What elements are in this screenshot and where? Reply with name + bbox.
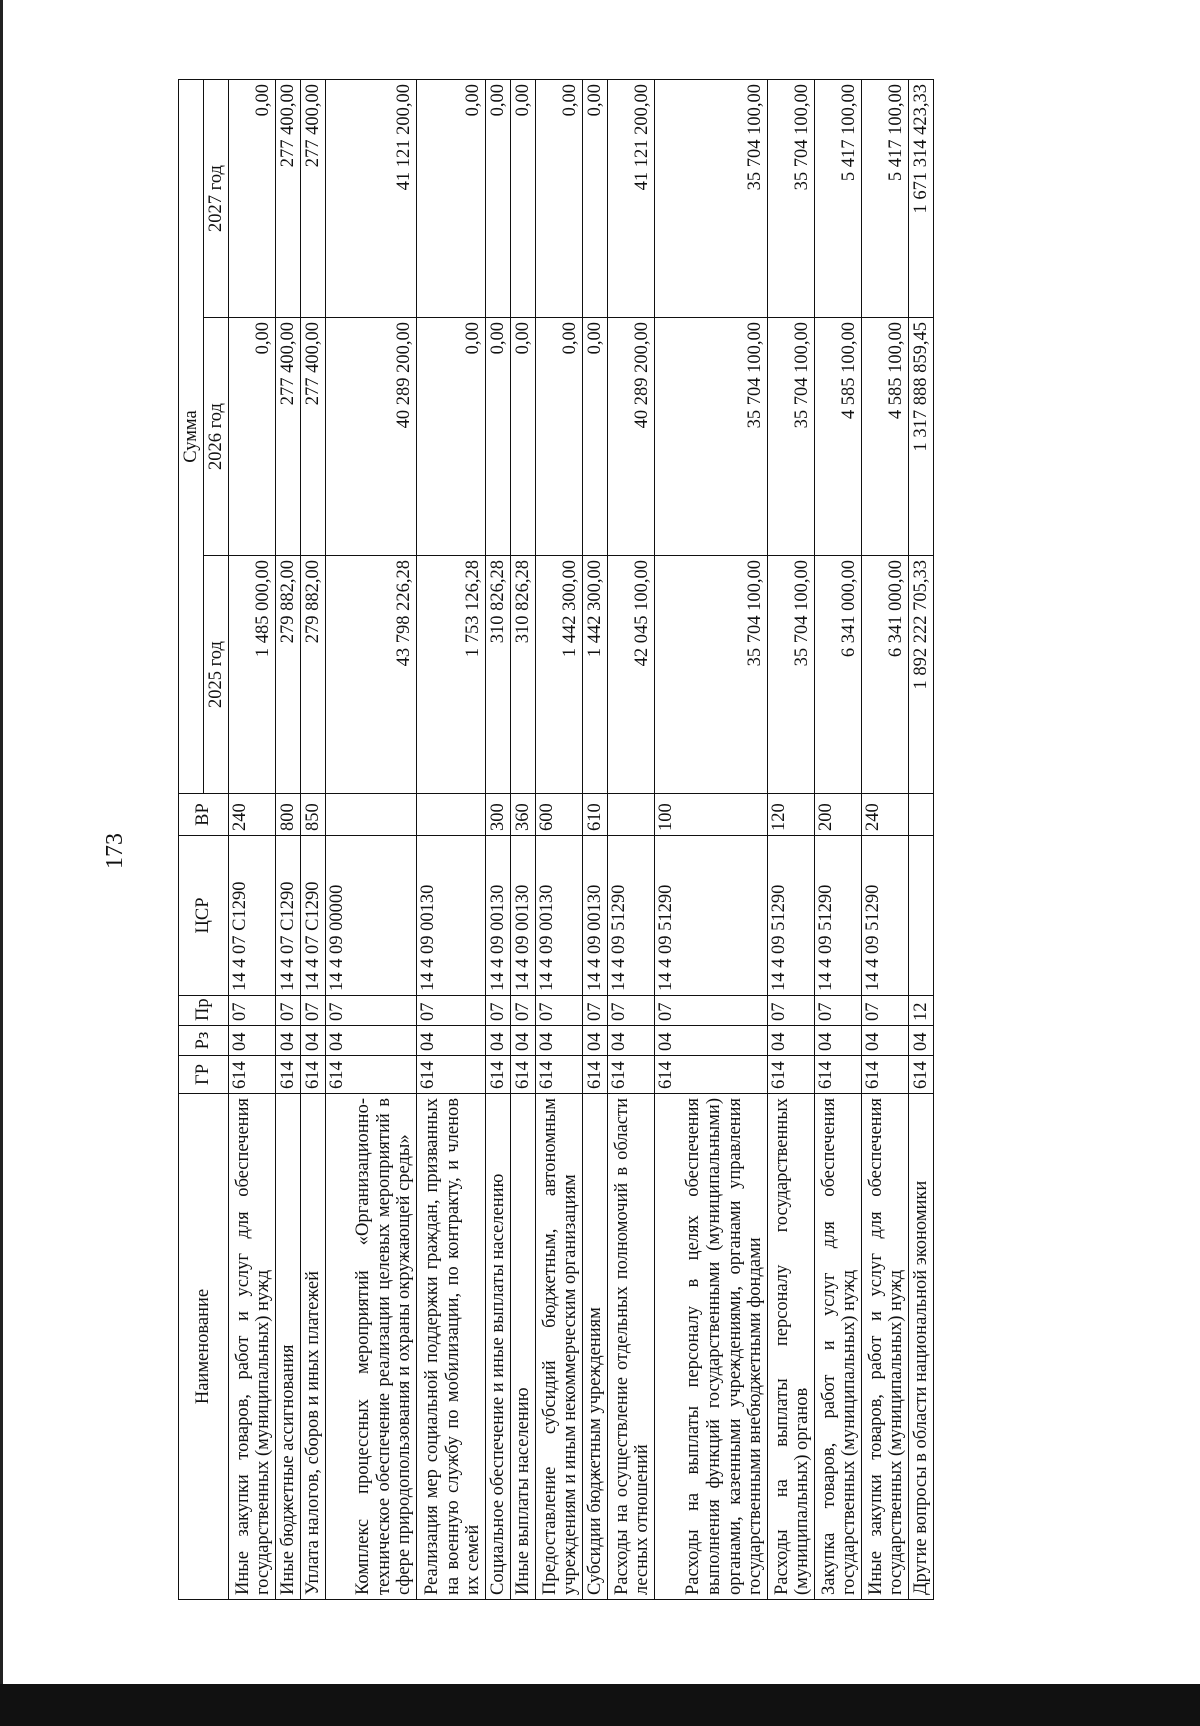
cell-rz: 04 xyxy=(229,1026,276,1056)
cell-2025: 1 753 126,28 xyxy=(417,556,486,794)
cell-pr: 07 xyxy=(417,996,486,1026)
cell-csr xyxy=(909,836,934,996)
cell-2025: 1 485 000,00 xyxy=(229,556,276,794)
cell-name: Иные закупки товаров, работ и услуг для обеспечения государственных (муниципальных) нужд xyxy=(229,1094,276,1600)
cell-2025: 310 826,28 xyxy=(486,556,511,794)
cell-vr: 100 xyxy=(655,794,768,836)
header-gr: ГР xyxy=(179,1056,229,1094)
cell-2027: 0,00 xyxy=(583,79,608,317)
cell-2026: 0,00 xyxy=(229,318,276,556)
cell-name: Комплекс процессных мероприятий «Организационно-техническое обеспечение реализации целевых мероприятий в сфере природопользования и охраны окружающей среды» xyxy=(326,1094,417,1600)
cell-gr: 614 xyxy=(229,1056,276,1094)
cell-pr: 07 xyxy=(486,996,511,1026)
header-2026: 2026 год xyxy=(204,318,229,556)
cell-2025: 1 442 300,00 xyxy=(583,556,608,794)
cell-gr: 614 xyxy=(608,1056,655,1094)
cell-2027: 41 121 200,00 xyxy=(608,79,655,317)
cell-2027: 5 417 100,00 xyxy=(815,79,862,317)
header-2027: 2027 год xyxy=(204,79,229,317)
cell-vr: 200 xyxy=(815,794,862,836)
cell-name: Уплата налогов, сборов и иных платежей xyxy=(301,1094,326,1600)
cell-rz: 04 xyxy=(276,1026,301,1056)
cell-pr: 07 xyxy=(536,996,583,1026)
scan-left-edge xyxy=(0,0,3,1726)
cell-rz: 04 xyxy=(608,1026,655,1056)
cell-name: Иные закупки товаров, работ и услуг для обеспечения государственных (муниципальных) нужд xyxy=(862,1094,909,1600)
rotated-page xyxy=(178,80,1098,1600)
cell-vr: 850 xyxy=(301,794,326,836)
cell-rz: 04 xyxy=(301,1026,326,1056)
cell-csr: 14 4 09 51290 xyxy=(815,836,862,996)
table-row xyxy=(326,79,417,1599)
cell-name: Реализация мер социальной поддержки граждан, призванных на военную службу по мобилизации, по контракту, и членов их семей xyxy=(417,1094,486,1600)
cell-vr xyxy=(909,794,934,836)
cell-csr: 14 4 07 С1290 xyxy=(301,836,326,996)
cell-name: Социальное обеспечение и иные выплаты населению xyxy=(486,1094,511,1600)
cell-2025: 1 442 300,00 xyxy=(536,556,583,794)
cell-csr: 14 4 09 00130 xyxy=(583,836,608,996)
cell-rz: 04 xyxy=(909,1026,934,1056)
cell-pr: 07 xyxy=(229,996,276,1026)
cell-rz: 04 xyxy=(326,1026,417,1056)
cell-2026: 35 704 100,00 xyxy=(655,318,768,556)
cell-2026: 0,00 xyxy=(583,318,608,556)
cell-vr: 120 xyxy=(768,794,815,836)
cell-2027: 5 417 100,00 xyxy=(862,79,909,317)
cell-csr: 14 4 07 С1290 xyxy=(276,836,301,996)
cell-csr: 14 4 09 51290 xyxy=(768,836,815,996)
cell-2027: 41 121 200,00 xyxy=(326,79,417,317)
cell-name: Закупка товаров, работ и услуг для обеспечения государственных (муниципальных) нужд xyxy=(815,1094,862,1600)
cell-pr: 07 xyxy=(608,996,655,1026)
cell-2026: 0,00 xyxy=(536,318,583,556)
cell-name: Другие вопросы в области национальной экономики xyxy=(909,1094,934,1600)
cell-2027: 0,00 xyxy=(486,79,511,317)
cell-2025: 279 882,00 xyxy=(301,556,326,794)
cell-2025: 35 704 100,00 xyxy=(655,556,768,794)
cell-rz: 04 xyxy=(486,1026,511,1056)
cell-gr: 614 xyxy=(655,1056,768,1094)
header-rz: Рз xyxy=(179,1026,229,1056)
header-vr: ВР xyxy=(179,794,229,836)
table-row xyxy=(511,79,536,1599)
cell-name: Субсидии бюджетным учреждениям xyxy=(583,1094,608,1600)
cell-vr: 600 xyxy=(536,794,583,836)
scan-bottom-edge xyxy=(0,1684,1200,1726)
cell-csr: 14 4 09 51290 xyxy=(655,836,768,996)
cell-gr: 614 xyxy=(815,1056,862,1094)
header-name: Наименование xyxy=(179,1094,229,1600)
cell-csr: 14 4 09 51290 xyxy=(862,836,909,996)
header-2025: 2025 год xyxy=(204,556,229,794)
cell-vr xyxy=(326,794,417,836)
cell-2027: 1 671 314 423,33 xyxy=(909,79,934,317)
cell-csr: 14 4 09 00000 xyxy=(326,836,417,996)
cell-name: Иные бюджетные ассигнования xyxy=(276,1094,301,1600)
cell-pr: 07 xyxy=(815,996,862,1026)
cell-2026: 277 400,00 xyxy=(276,318,301,556)
cell-vr: 300 xyxy=(486,794,511,836)
table-row xyxy=(768,79,815,1599)
cell-2026: 277 400,00 xyxy=(301,318,326,556)
cell-name: Расходы на осуществление отдельных полномочий в области лесных отношений xyxy=(608,1094,655,1600)
cell-2027: 277 400,00 xyxy=(276,79,301,317)
cell-csr: 14 4 09 00130 xyxy=(511,836,536,996)
cell-vr: 240 xyxy=(862,794,909,836)
cell-rz: 04 xyxy=(536,1026,583,1056)
cell-2025: 6 341 000,00 xyxy=(862,556,909,794)
cell-rz: 04 xyxy=(815,1026,862,1056)
cell-2025: 279 882,00 xyxy=(276,556,301,794)
cell-vr xyxy=(417,794,486,836)
cell-name: Расходы на выплаты персоналу государственных (муниципальных) органов xyxy=(768,1094,815,1600)
table-row xyxy=(862,79,909,1599)
cell-gr: 614 xyxy=(768,1056,815,1094)
cell-rz: 04 xyxy=(768,1026,815,1056)
cell-2027: 35 704 100,00 xyxy=(768,79,815,317)
table-row xyxy=(536,79,583,1599)
cell-pr: 07 xyxy=(301,996,326,1026)
cell-2026: 4 585 100,00 xyxy=(862,318,909,556)
cell-name: Предоставление субсидий бюджетным, автономным учреждениям и иным некоммерческим организациям xyxy=(536,1094,583,1600)
cell-vr: 610 xyxy=(583,794,608,836)
cell-2027: 0,00 xyxy=(536,79,583,317)
cell-csr: 14 4 09 51290 xyxy=(608,836,655,996)
cell-vr: 800 xyxy=(276,794,301,836)
cell-pr: 12 xyxy=(909,996,934,1026)
table-row xyxy=(583,79,608,1599)
table-row xyxy=(655,79,768,1599)
cell-gr: 614 xyxy=(583,1056,608,1094)
cell-2025: 310 826,28 xyxy=(511,556,536,794)
table-row xyxy=(909,79,934,1599)
cell-pr: 07 xyxy=(768,996,815,1026)
cell-vr: 360 xyxy=(511,794,536,836)
cell-gr: 614 xyxy=(301,1056,326,1094)
cell-2026: 40 289 200,00 xyxy=(608,318,655,556)
cell-gr: 614 xyxy=(536,1056,583,1094)
cell-2025: 42 045 100,00 xyxy=(608,556,655,794)
cell-2025: 6 341 000,00 xyxy=(815,556,862,794)
table-row xyxy=(417,79,486,1599)
cell-2026: 4 585 100,00 xyxy=(815,318,862,556)
cell-pr: 07 xyxy=(655,996,768,1026)
table-row xyxy=(815,79,862,1599)
cell-csr: 14 4 09 00130 xyxy=(486,836,511,996)
cell-2025: 35 704 100,00 xyxy=(768,556,815,794)
cell-2026: 35 704 100,00 xyxy=(768,318,815,556)
cell-2027: 35 704 100,00 xyxy=(655,79,768,317)
cell-pr: 07 xyxy=(326,996,417,1026)
table-row xyxy=(229,79,276,1599)
cell-2026: 0,00 xyxy=(511,318,536,556)
cell-gr: 614 xyxy=(909,1056,934,1094)
cell-rz: 04 xyxy=(862,1026,909,1056)
cell-name: Расходы на выплаты персоналу в целях обеспечения выполнения функций государственными (муниципальными) органами, казенными учреждениями, органами управления государственными внебюджетными фондами xyxy=(655,1094,768,1600)
cell-pr: 07 xyxy=(583,996,608,1026)
cell-2027: 0,00 xyxy=(417,79,486,317)
header-sum: Сумма xyxy=(179,79,204,793)
cell-2026: 40 289 200,00 xyxy=(326,318,417,556)
cell-2026: 0,00 xyxy=(486,318,511,556)
table-row xyxy=(276,79,301,1599)
cell-gr: 614 xyxy=(417,1056,486,1094)
cell-name: Иные выплаты населению xyxy=(511,1094,536,1600)
cell-2027: 0,00 xyxy=(511,79,536,317)
cell-csr: 14 4 07 С1290 xyxy=(229,836,276,996)
cell-gr: 614 xyxy=(511,1056,536,1094)
cell-gr: 614 xyxy=(276,1056,301,1094)
cell-gr: 614 xyxy=(326,1056,417,1094)
cell-vr xyxy=(608,794,655,836)
table-row xyxy=(301,79,326,1599)
page-number: 173 xyxy=(102,833,128,869)
cell-2025: 1 892 222 705,33 xyxy=(909,556,934,794)
cell-pr: 07 xyxy=(276,996,301,1026)
budget-table xyxy=(178,79,934,1600)
header-csr: ЦСР xyxy=(179,836,229,996)
cell-csr: 14 4 09 00130 xyxy=(536,836,583,996)
cell-gr: 614 xyxy=(486,1056,511,1094)
cell-2027: 277 400,00 xyxy=(301,79,326,317)
cell-pr: 07 xyxy=(511,996,536,1026)
table-row xyxy=(608,79,655,1599)
cell-rz: 04 xyxy=(511,1026,536,1056)
cell-gr: 614 xyxy=(862,1056,909,1094)
cell-csr: 14 4 09 00130 xyxy=(417,836,486,996)
cell-2026: 0,00 xyxy=(417,318,486,556)
cell-rz: 04 xyxy=(655,1026,768,1056)
cell-2025: 43 798 226,28 xyxy=(326,556,417,794)
table-row xyxy=(486,79,511,1599)
cell-rz: 04 xyxy=(417,1026,486,1056)
cell-2027: 0,00 xyxy=(229,79,276,317)
cell-rz: 04 xyxy=(583,1026,608,1056)
header-pr: Пр xyxy=(179,996,229,1026)
cell-vr: 240 xyxy=(229,794,276,836)
cell-pr: 07 xyxy=(862,996,909,1026)
cell-2026: 1 317 888 859,45 xyxy=(909,318,934,556)
